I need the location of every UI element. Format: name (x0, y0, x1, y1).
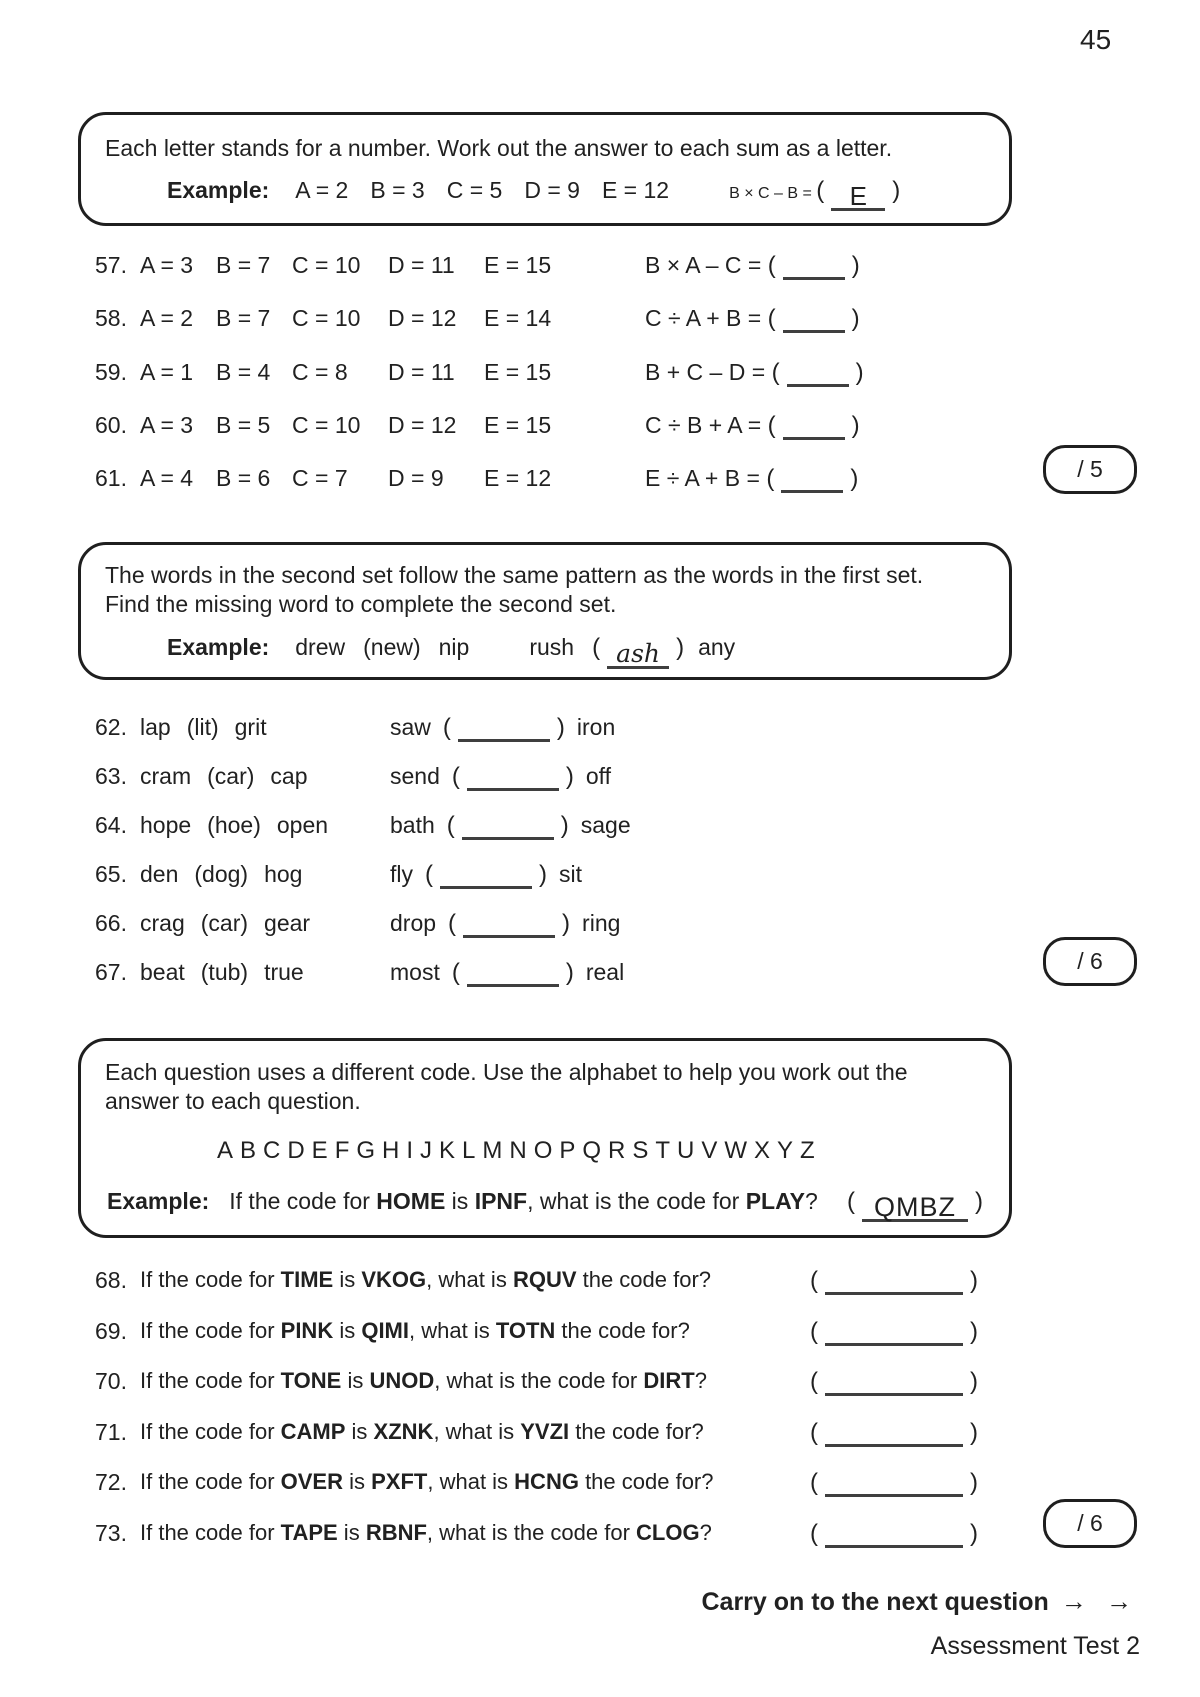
question-number: 64. (95, 812, 127, 838)
answer-blank (462, 815, 554, 840)
question-row (0, 252, 1160, 282)
code-word: HCNG (514, 1469, 579, 1495)
letter-assignment: E = 15 (484, 411, 552, 438)
answer-blank-group (768, 305, 860, 331)
sentence-text: the code for? (578, 1469, 714, 1495)
answer-blank (467, 962, 559, 987)
answer-close-paren: ) (565, 763, 574, 790)
sentence-text: the code for? (569, 1418, 704, 1444)
answer-blank (783, 415, 845, 440)
example-label: Example: (167, 634, 270, 660)
question-row (0, 1419, 1160, 1449)
answer-open-paren: ( (451, 959, 460, 986)
example-answer-group (592, 634, 684, 669)
score-badge-section1: / 5 (1043, 445, 1137, 494)
answer-close-paren: ) (975, 1188, 983, 1215)
second-word-set (390, 812, 631, 840)
carry-on-note: Carry on to the next question → → (701, 1586, 1138, 1616)
sentence-text: If the code for (140, 1267, 281, 1292)
question-row (0, 812, 1160, 842)
word: (dog) (194, 861, 249, 887)
answer-open-paren: ( (448, 910, 457, 937)
sentence-text: If the code for (140, 1520, 281, 1545)
sum-expression (645, 465, 858, 493)
expression-text: C ÷ A + B = (645, 305, 768, 332)
example-word: nip (438, 634, 470, 660)
first-word-set (140, 714, 283, 741)
answer-blank (787, 362, 849, 387)
answer-close-paren: ) (556, 714, 565, 741)
example-answer-blank (831, 181, 885, 211)
expression-text: B + C – D = (645, 358, 772, 385)
sentence-text: If the code for (140, 1368, 281, 1394)
second-word-set (390, 910, 620, 938)
question-row (0, 359, 1160, 389)
word: crag (140, 910, 185, 936)
sentence-text: is (333, 1267, 362, 1292)
example-word: (new) (363, 634, 421, 660)
sum-expression (645, 252, 860, 280)
question-row (0, 1318, 1160, 1348)
word: open (276, 812, 329, 838)
answer-open-paren: ( (816, 177, 825, 204)
answer-open-paren: ( (810, 1368, 818, 1396)
answer-blank (783, 255, 845, 280)
code-word: YVZI (520, 1418, 570, 1444)
sentence-text: the code for? (555, 1317, 690, 1343)
answer-close-paren: ) (539, 861, 547, 888)
second-word-set (390, 959, 624, 987)
answer-open-paren: ( (810, 1520, 818, 1547)
word: lap (140, 714, 171, 740)
letter-assignment: A = 3 (140, 411, 194, 438)
question-row (0, 1267, 1160, 1297)
answer-area (810, 1318, 978, 1346)
question-row (0, 1469, 1160, 1499)
question-number: 66. (95, 910, 127, 936)
sentence-text: , what is (426, 1267, 513, 1292)
letter-assignment: A = 2 (140, 305, 194, 332)
example-sum-expression: B × C – B = ( E ) (729, 177, 901, 211)
first-word-set (140, 910, 326, 937)
example-answer: E (849, 181, 867, 211)
question-row (0, 910, 1160, 940)
example-sentence: If the code for HOME is IPNF, what is the code for PLAY? (229, 1188, 818, 1214)
question-number: 70. (95, 1368, 127, 1395)
letter-assignment: E = 14 (484, 305, 552, 332)
code-word: PXFT (371, 1469, 428, 1495)
letter-assignment: C = 8 (292, 358, 348, 385)
answer-close-paren: ) (565, 959, 574, 986)
sentence-text: ? (694, 1368, 707, 1394)
score-badge-section3: / 6 (1043, 1499, 1137, 1548)
score-badge-section2: / 6 (1043, 937, 1137, 986)
word: cap (270, 763, 308, 789)
answer-open-paren: ( (810, 1418, 818, 1446)
letter-assignment: D = 11 (388, 252, 455, 278)
answer-close-paren: ) (970, 1267, 978, 1294)
answer-blank-group (810, 1318, 978, 1344)
word: iron (576, 714, 616, 740)
letter-assignment: D = 12 (388, 411, 457, 438)
example-word: drew (295, 634, 346, 660)
question-sentence (140, 1267, 711, 1293)
answer-area (810, 1419, 978, 1447)
sentence-text: the code for? (576, 1267, 712, 1292)
question-row (0, 959, 1160, 989)
test-title: Assessment Test 2 (930, 1632, 1140, 1660)
answer-close-paren: ) (855, 358, 864, 386)
first-word-set (140, 861, 318, 888)
answer-open-paren: ( (810, 1317, 818, 1345)
answer-blank-group (810, 1368, 978, 1394)
answer-open-paren: ( (767, 411, 776, 439)
example-answer-blank (607, 639, 669, 669)
answer-blank (463, 913, 555, 938)
answer-blank-group (443, 714, 565, 740)
letter-assignment: C = 10 (292, 411, 361, 438)
section1-example-row (167, 177, 983, 211)
section2-instruction-box (78, 542, 1012, 680)
question-number: 73. (95, 1520, 127, 1546)
answer-blank-group (447, 812, 569, 838)
question-row (0, 465, 1160, 495)
answer-area (810, 1267, 978, 1295)
code-word: HOME (376, 1188, 446, 1214)
code-word: PLAY (745, 1188, 805, 1214)
answer-open-paren: ( (442, 714, 451, 741)
word: (tub) (200, 959, 249, 985)
word: gear (264, 910, 311, 936)
word: ring (582, 910, 621, 936)
second-word-set (390, 714, 615, 742)
sentence-text: If the code for (140, 1317, 281, 1343)
answer-close-paren: ) (970, 1317, 978, 1345)
question-number: 58. (95, 305, 127, 332)
sum-expression (645, 359, 864, 387)
section1-instruction-box (78, 112, 1012, 226)
expression-text: C ÷ B + A = (645, 411, 768, 438)
question-number: 67. (95, 959, 127, 985)
answer-close-paren: ) (970, 1368, 978, 1396)
letter-assignment: E = 15 (484, 358, 552, 385)
section2-instruction-line1: The words in the second set follow the same pattern as the words in the first set. (105, 562, 924, 588)
sentence-text: ? (699, 1520, 712, 1545)
question-number: 65. (95, 861, 127, 887)
letter-assignment: A = 4 (140, 465, 194, 492)
answer-blank (467, 766, 559, 791)
letter-assignment: C = 7 (292, 465, 348, 492)
answer-open-paren: ( (767, 305, 776, 333)
sentence-text: is (345, 1418, 374, 1444)
question-number: 61. (95, 465, 127, 492)
answer-close-paren: ) (851, 411, 860, 439)
word: sit (559, 861, 582, 887)
code-word: RBNF (365, 1520, 427, 1545)
first-word-set (140, 959, 320, 986)
answer-blank-group (766, 465, 858, 491)
sum-expression (645, 305, 860, 333)
code-word: OVER (280, 1469, 343, 1495)
answer-open-paren: ( (451, 763, 460, 790)
example-answer: QMBZ (874, 1192, 956, 1222)
answer-blank-group (810, 1267, 978, 1293)
answer-close-paren: ) (970, 1520, 978, 1547)
letter-assignment: D = 11 (388, 358, 455, 385)
code-word: QIMI (361, 1317, 409, 1343)
code-word: XZNK (373, 1418, 434, 1444)
answer-blank-group (772, 359, 864, 385)
word: real (585, 959, 625, 985)
sentence-text: is (333, 1317, 362, 1343)
answer-blank-group (810, 1419, 978, 1445)
letter-assignment: E = 12 (601, 177, 670, 203)
answer-blank (783, 308, 845, 333)
answer-blank (458, 717, 550, 742)
sentence-text: , what is (409, 1317, 496, 1343)
question-row (0, 763, 1160, 793)
letter-assignment: C = 10 (292, 252, 361, 278)
section2-instruction-line2: Find the missing word to complete the second set. (105, 591, 617, 617)
code-word: RQUV (512, 1267, 577, 1292)
code-word: UNOD (369, 1368, 435, 1394)
word: off (585, 763, 612, 789)
answer-blank-group (810, 1469, 978, 1495)
arrow-icons: → → (1060, 1586, 1138, 1616)
sentence-text: , what is the code for (434, 1368, 644, 1394)
question-number: 69. (95, 1317, 127, 1344)
word: true (264, 959, 304, 985)
question-number: 59. (95, 358, 127, 385)
word: send (390, 763, 440, 789)
sum-expression (645, 412, 860, 440)
answer-blank-group (425, 861, 547, 887)
word: (car) (200, 910, 249, 936)
word: cram (140, 763, 192, 789)
question-number: 57. (95, 252, 127, 278)
question-number: 62. (95, 714, 127, 740)
answer-area (810, 1368, 978, 1396)
answer-close-paren: ) (562, 910, 571, 937)
second-word-set (390, 763, 611, 791)
answer-close-paren: ) (892, 177, 901, 204)
page-number: 45 (1080, 24, 1112, 55)
section3-instruction-line1: Each question uses a different code. Use the alphabet to help you work out the (105, 1059, 908, 1085)
word: hope (140, 812, 192, 838)
sentence-text: is (337, 1520, 366, 1545)
question-number: 68. (95, 1267, 127, 1293)
second-word-set (390, 861, 582, 889)
letter-assignment: C = 10 (292, 305, 361, 332)
answer-open-paren: ( (810, 1267, 818, 1294)
question-sentence (140, 1419, 704, 1445)
question-number: 72. (95, 1469, 127, 1496)
question-row (0, 1520, 1160, 1550)
expression-text: B × A – C = (645, 252, 768, 278)
answer-blank-group (448, 910, 570, 936)
answer-blank-group (810, 1520, 978, 1546)
code-word: DIRT (643, 1368, 695, 1394)
letter-assignment: E = 12 (484, 465, 552, 492)
word: hog (264, 861, 303, 887)
letter-assignment: A = 2 (295, 177, 349, 203)
word: drop (390, 910, 437, 936)
sentence-text: , what is the code for (426, 1520, 637, 1545)
example-answer: ash (616, 639, 661, 668)
first-word-set (140, 812, 344, 839)
letter-assignment: D = 9 (388, 465, 444, 492)
word: most (390, 959, 440, 985)
answer-open-paren: ( (425, 861, 433, 888)
answer-close-paren: ) (560, 812, 569, 839)
answer-close-paren: ) (851, 305, 860, 333)
sentence-text: is (343, 1469, 372, 1495)
answer-blank (825, 1371, 963, 1396)
answer-blank (825, 1523, 963, 1548)
answer-close-paren: ) (850, 465, 859, 493)
code-word: TAPE (280, 1520, 338, 1545)
letter-assignment: B = 4 (216, 358, 271, 385)
answer-open-paren: ( (446, 812, 455, 839)
section3-instruction-line2: answer to each question. (105, 1088, 361, 1114)
expression-text: E ÷ A + B = (645, 465, 767, 492)
question-number: 71. (95, 1418, 127, 1445)
answer-blank (825, 1270, 963, 1295)
sentence-text: If the code for (140, 1418, 281, 1444)
answer-open-paren: ( (767, 252, 776, 279)
answer-open-paren: ( (847, 1188, 855, 1215)
question-number: 60. (95, 411, 127, 438)
example-letter-assignments (295, 177, 691, 204)
example-label: Example: (167, 177, 270, 203)
code-word: IPNF (474, 1188, 528, 1214)
code-word: VKOG (361, 1267, 427, 1292)
answer-open-paren: ( (810, 1469, 818, 1497)
word: den (140, 861, 179, 887)
section3-instruction-box (78, 1038, 1012, 1238)
word: (car) (207, 763, 255, 789)
answer-area (810, 1469, 978, 1497)
letter-assignment: B = 3 (370, 177, 425, 203)
question-sentence (140, 1520, 712, 1546)
word: bath (390, 812, 435, 838)
answer-open-paren: ( (766, 465, 775, 493)
code-word: TONE (280, 1368, 342, 1394)
letter-assignment: A = 3 (140, 252, 194, 278)
answer-close-paren: ) (676, 634, 685, 661)
answer-open-paren: ( (771, 358, 780, 386)
code-word: CLOG (636, 1520, 700, 1545)
question-row (0, 861, 1160, 891)
answer-blank (825, 1321, 963, 1346)
answer-blank-group (768, 412, 860, 438)
example-answer-blank (862, 1192, 968, 1222)
section1-instruction: Each letter stands for a number. Work out the answer to each sum as a letter. (105, 135, 893, 161)
answer-close-paren: ) (851, 252, 860, 279)
letter-assignment: B = 5 (216, 411, 271, 438)
first-word-set (140, 763, 324, 790)
question-sentence (140, 1469, 714, 1495)
example-word: rush (529, 634, 575, 660)
answer-area (810, 1520, 978, 1548)
question-number: 63. (95, 763, 127, 789)
answer-blank-group (452, 763, 574, 789)
word: grit (234, 714, 267, 740)
word: fly (390, 861, 413, 887)
code-word: TOTN (495, 1317, 556, 1343)
letter-assignment: D = 12 (388, 305, 457, 332)
sentence-text: is (341, 1368, 370, 1394)
code-word: CAMP (280, 1418, 346, 1444)
code-word: PINK (280, 1317, 334, 1343)
letter-assignment: C = 5 (446, 177, 503, 203)
word: saw (390, 714, 431, 740)
alphabet-reference: ABCDEFGHIJKLMNOPQRSTUVWXYZ (217, 1137, 822, 1164)
section3-example-row (107, 1188, 983, 1222)
code-word: TIME (280, 1267, 334, 1292)
answer-open-paren: ( (592, 634, 601, 661)
answer-blank (825, 1472, 963, 1497)
word: sage (580, 812, 631, 838)
answer-blank-group (452, 959, 574, 985)
word: (lit) (186, 714, 219, 740)
letter-assignment: B = 7 (216, 252, 271, 278)
question-sentence (140, 1368, 707, 1394)
question-sentence (140, 1318, 690, 1344)
example-label: Example: (107, 1188, 210, 1214)
letter-assignment: A = 1 (140, 358, 194, 385)
question-row (0, 714, 1160, 744)
question-row (0, 305, 1160, 335)
example-answer-group (847, 1188, 983, 1222)
sentence-text: , what is (427, 1469, 515, 1495)
example-word: any (698, 634, 736, 660)
answer-blank (781, 468, 843, 493)
letter-assignment: E = 15 (484, 252, 552, 278)
letter-assignment: B = 6 (216, 465, 271, 492)
word: (hoe) (207, 812, 261, 838)
question-row (0, 1368, 1160, 1398)
section2-example-row (167, 634, 983, 669)
letter-assignment: D = 9 (524, 177, 580, 203)
sentence-text: If the code for (140, 1469, 281, 1495)
letter-assignment: B = 7 (216, 305, 271, 332)
question-row (0, 412, 1160, 442)
answer-close-paren: ) (970, 1418, 978, 1446)
answer-blank-group (768, 252, 860, 278)
sentence-text: , what is (433, 1418, 521, 1444)
answer-close-paren: ) (970, 1469, 978, 1497)
answer-blank (825, 1422, 963, 1447)
word: beat (140, 959, 185, 985)
answer-blank (440, 864, 532, 889)
